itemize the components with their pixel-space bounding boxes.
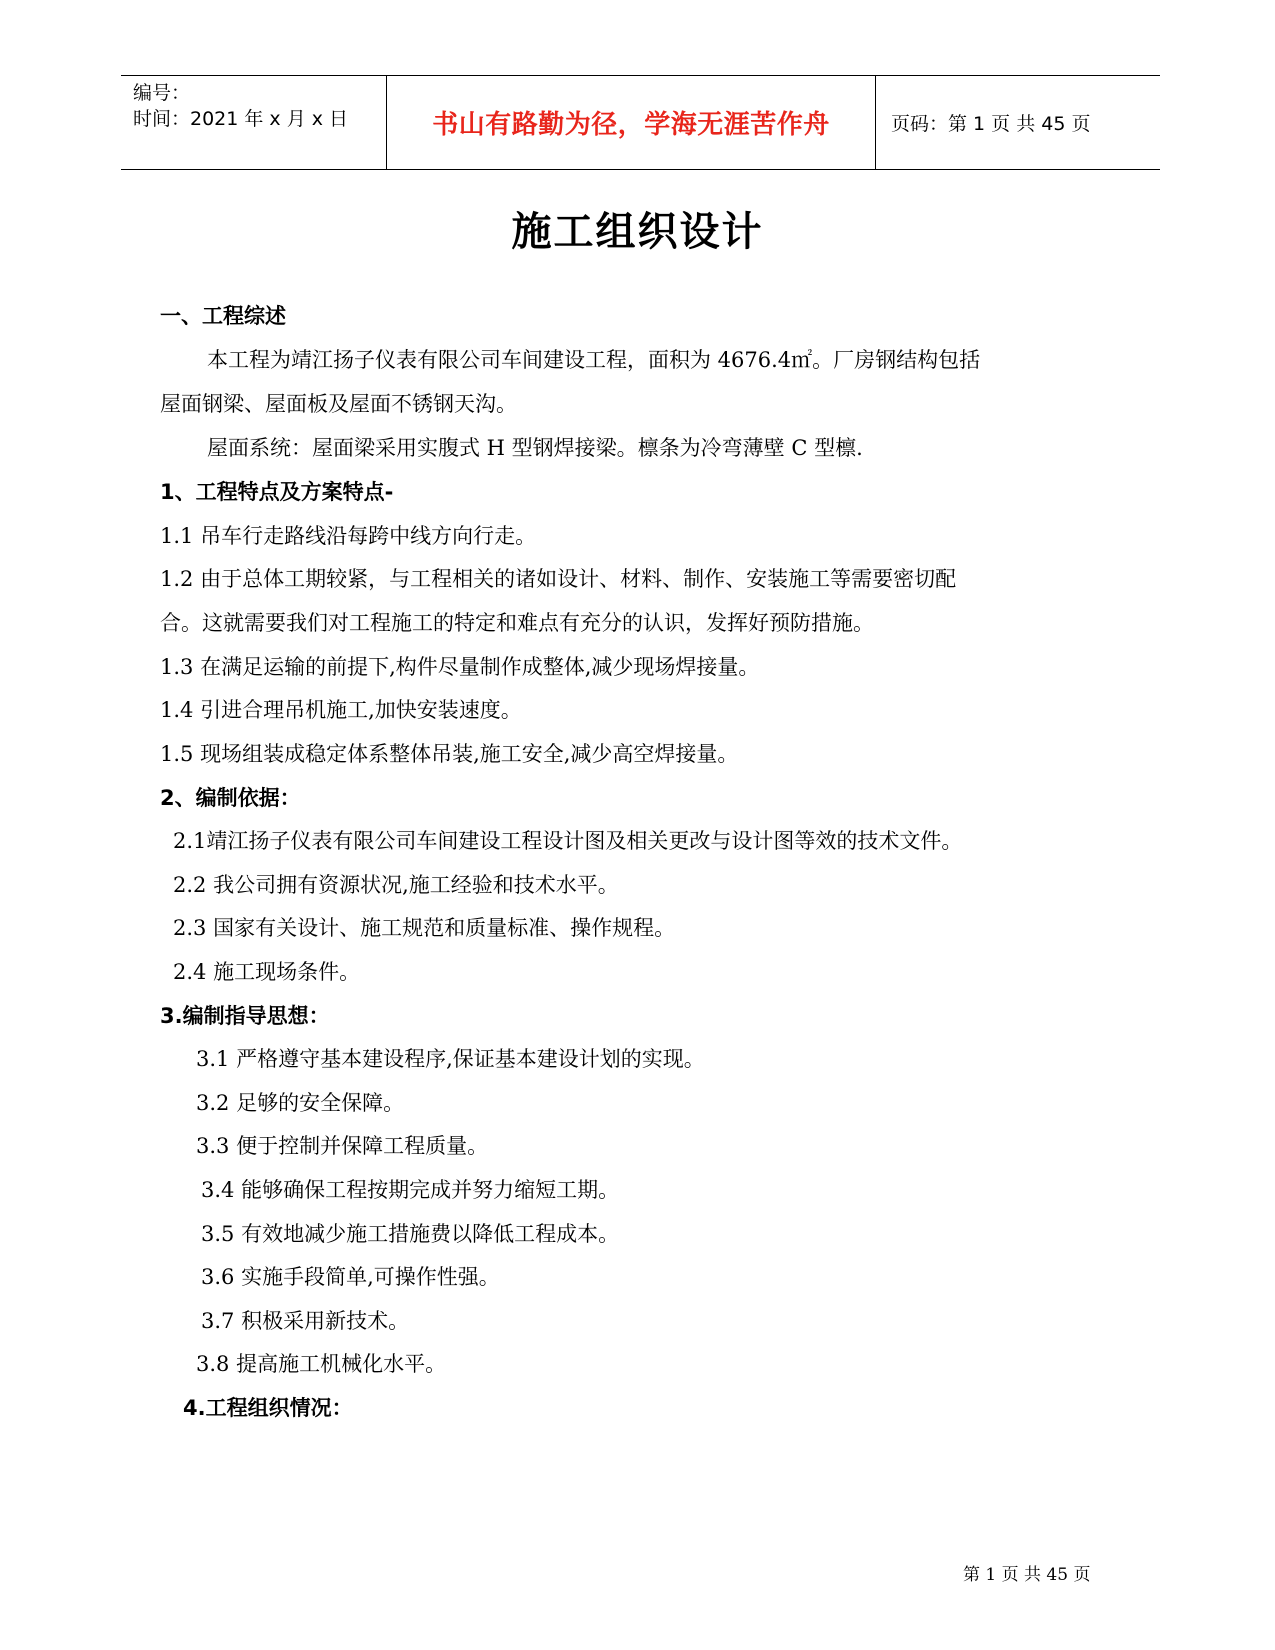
page-footer: 第 1 页 共 45 页: [963, 1565, 1091, 1585]
line-11: 2、编制依据：: [160, 786, 301, 810]
line-25: 4.工程组织情况：: [183, 1396, 353, 1420]
line-5: 1.1 吊车行走路线沿每跨中线方向行走。: [160, 524, 537, 548]
line-14: 2.3 国家有关设计、施工规范和质量标准、操作规程。: [173, 916, 676, 940]
header-page-info-cell: [891, 76, 1151, 169]
line-13: 2.2 我公司拥有资源状况,施工经验和技术水平。: [173, 873, 619, 897]
line-22: 3.6 实施手段简单,可操作性强。: [201, 1265, 500, 1289]
header-meta: [133, 76, 383, 173]
line-10: 1.5 现场组装成稳定体系整体吊装,施工安全,减少高空焊接量。: [160, 742, 739, 766]
line-8: 1.3 在满足运输的前提下,构件尽量制作成整体,减少现场焊接量。: [160, 655, 760, 679]
line-24: 3.8 提高施工机械化水平。: [196, 1352, 447, 1376]
line-2: 屋面钢梁、屋面板及屋面不锈钢天沟。: [160, 392, 517, 416]
document-title: 施工组织设计: [511, 209, 764, 255]
line-4: 1、工程特点及方案特点-: [160, 480, 394, 504]
line-17: 3.1 严格遵守基本建设程序,保证基本建设计划的实现。: [196, 1047, 705, 1071]
line-7: 合。这就需要我们对工程施工的特定和难点有充分的认识，发挥好预防措施。: [160, 611, 874, 635]
line-6: 1.2 由于总体工期较紧，与工程相关的诸如设计、材料、制作、安装施工等需要密切配: [160, 567, 957, 591]
line-23: 3.7 积极采用新技术。: [201, 1309, 410, 1333]
line-1: 本工程为靖江扬子仪表有限公司车间建设工程，面积为 4676.4㎡。厂房钢结构包括: [207, 348, 981, 372]
line-16: 3.编制指导思想：: [160, 1004, 330, 1028]
line-9: 1.4 引进合理吊机施工,加快安装速度。: [160, 698, 522, 722]
line-19: 3.3 便于控制并保障工程质量。: [196, 1134, 489, 1158]
header-motto-cell: [386, 76, 876, 169]
line-20: 3.4 能够确保工程按期完成并努力缩短工期。: [201, 1178, 620, 1202]
line-3: 屋面系统：屋面梁采用实腹式 H 型钢焊接梁。檩条为冷弯薄壁 C 型檩.: [207, 436, 863, 460]
document-number-label: 编号：: [133, 82, 191, 104]
line-0: 一、工程综述: [160, 304, 286, 328]
header-motto: 书山有路勤为径，学海无涯苦作舟: [432, 110, 830, 140]
line-12: 2.1靖江扬子仪表有限公司车间建设工程设计图及相关更改与设计图等效的技术文件。: [173, 829, 963, 853]
line-21: 3.5 有效地减少施工措施费以降低工程成本。: [201, 1222, 620, 1246]
document-date: 时间：2021 年 x 月 x 日: [133, 108, 349, 130]
page-header: [121, 75, 1160, 170]
header-page-info: 页码：第 1 页 共 45 页: [891, 113, 1091, 135]
line-15: 2.4 施工现场条件。: [173, 960, 361, 984]
line-18: 3.2 足够的安全保障。: [196, 1091, 405, 1115]
